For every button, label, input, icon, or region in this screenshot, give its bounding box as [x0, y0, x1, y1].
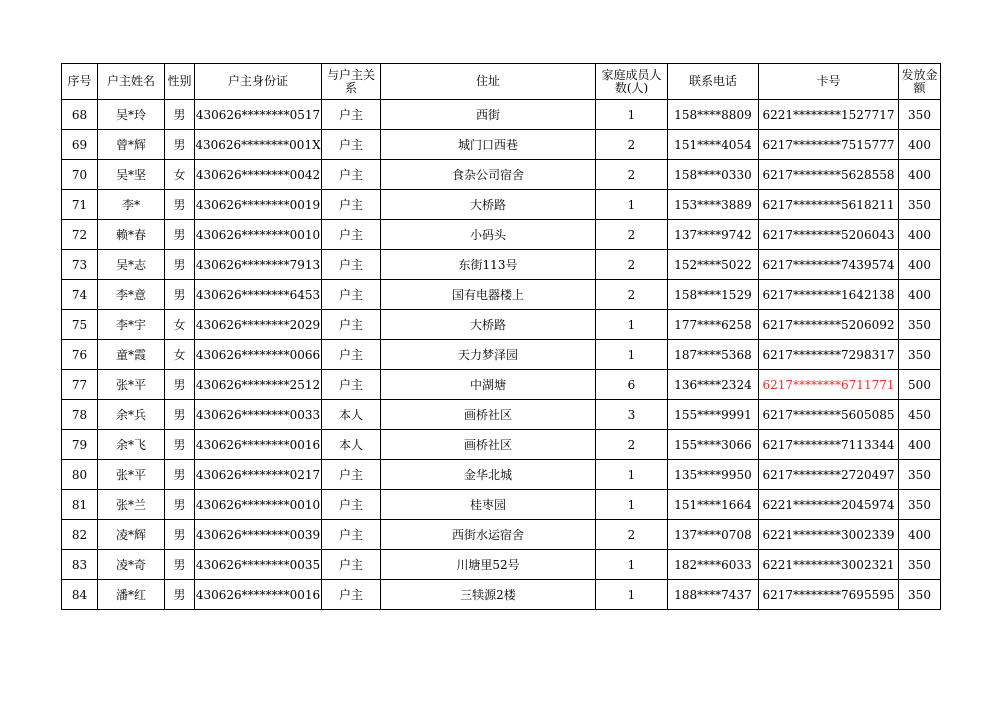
cell-amount: 400	[899, 220, 941, 250]
cell-index: 84	[62, 580, 98, 610]
header-phone: 联系电话	[668, 64, 759, 100]
cell-name: 张*平	[98, 370, 165, 400]
cell-family-size: 1	[596, 190, 668, 220]
cell-phone: 153****3889	[668, 190, 759, 220]
cell-amount: 350	[899, 190, 941, 220]
cell-gender: 女	[165, 340, 195, 370]
table-row	[62, 520, 941, 550]
cell-index: 72	[62, 220, 98, 250]
cell-amount: 350	[899, 490, 941, 520]
cell-family-size: 1	[596, 550, 668, 580]
cell-name: 吴*玲	[98, 100, 165, 130]
cell-gender: 男	[165, 370, 195, 400]
cell-amount: 400	[899, 430, 941, 460]
cell-index: 70	[62, 160, 98, 190]
cell-gender: 女	[165, 160, 195, 190]
cell-id-card: 430626********0042	[195, 160, 322, 190]
table-row	[62, 340, 941, 370]
cell-address: 中湖塘	[381, 370, 596, 400]
cell-index: 77	[62, 370, 98, 400]
cell-address: 大桥路	[381, 190, 596, 220]
cell-card-number: 6221********1527717	[759, 100, 899, 130]
cell-card-number: 6217********1642138	[759, 280, 899, 310]
cell-index: 82	[62, 520, 98, 550]
cell-phone: 151****1664	[668, 490, 759, 520]
table-row	[62, 280, 941, 310]
cell-phone: 188****7437	[668, 580, 759, 610]
cell-index: 75	[62, 310, 98, 340]
cell-index: 80	[62, 460, 98, 490]
cell-relation: 户主	[322, 100, 381, 130]
cell-address: 川塘里52号	[381, 550, 596, 580]
cell-id-card: 430626********6453	[195, 280, 322, 310]
cell-card-number: 6217********5618211	[759, 190, 899, 220]
cell-id-card: 430626********2512	[195, 370, 322, 400]
cell-index: 69	[62, 130, 98, 160]
cell-family-size: 1	[596, 580, 668, 610]
cell-gender: 女	[165, 310, 195, 340]
cell-card-number: 6217********5628558	[759, 160, 899, 190]
header-amount: 发放金额	[899, 64, 941, 100]
cell-id-card: 430626********0016	[195, 430, 322, 460]
cell-name: 凌*辉	[98, 520, 165, 550]
cell-card-number: 6217********7113344	[759, 430, 899, 460]
cell-id-card: 430626********0217	[195, 460, 322, 490]
table-row	[62, 490, 941, 520]
cell-index: 83	[62, 550, 98, 580]
cell-name: 张*平	[98, 460, 165, 490]
cell-amount: 450	[899, 400, 941, 430]
cell-relation: 户主	[322, 130, 381, 160]
cell-relation: 户主	[322, 190, 381, 220]
cell-name: 余*飞	[98, 430, 165, 460]
cell-phone: 158****8809	[668, 100, 759, 130]
cell-family-size: 3	[596, 400, 668, 430]
table-header-row	[62, 64, 941, 100]
cell-relation: 户主	[322, 280, 381, 310]
cell-index: 71	[62, 190, 98, 220]
cell-card-number: 6217********7439574	[759, 250, 899, 280]
cell-family-size: 1	[596, 100, 668, 130]
cell-family-size: 2	[596, 280, 668, 310]
table-row	[62, 370, 941, 400]
cell-phone: 155****9991	[668, 400, 759, 430]
cell-amount: 400	[899, 130, 941, 160]
header-id-card: 户主身份证	[195, 64, 322, 100]
cell-name: 余*兵	[98, 400, 165, 430]
cell-relation: 户主	[322, 160, 381, 190]
cell-amount: 350	[899, 460, 941, 490]
cell-phone: 137****9742	[668, 220, 759, 250]
cell-card-number: 6217********7515777	[759, 130, 899, 160]
cell-amount: 350	[899, 550, 941, 580]
cell-gender: 男	[165, 460, 195, 490]
subsidy-table	[61, 63, 941, 610]
cell-gender: 男	[165, 280, 195, 310]
cell-id-card: 430626********0010	[195, 490, 322, 520]
cell-phone: 187****5368	[668, 340, 759, 370]
cell-gender: 男	[165, 550, 195, 580]
cell-gender: 男	[165, 250, 195, 280]
cell-gender: 男	[165, 190, 195, 220]
cell-gender: 男	[165, 400, 195, 430]
cell-amount: 350	[899, 310, 941, 340]
cell-address: 画桥社区	[381, 400, 596, 430]
cell-card-number: 6217********5206043	[759, 220, 899, 250]
table-body	[62, 100, 941, 610]
table-row	[62, 430, 941, 460]
cell-phone: 182****6033	[668, 550, 759, 580]
cell-family-size: 6	[596, 370, 668, 400]
cell-amount: 400	[899, 160, 941, 190]
cell-amount: 350	[899, 100, 941, 130]
cell-phone: 137****0708	[668, 520, 759, 550]
header-family-size: 家庭成员人数(人)	[596, 64, 668, 100]
cell-address: 天力梦泽园	[381, 340, 596, 370]
cell-gender: 男	[165, 220, 195, 250]
cell-address: 城门口西巷	[381, 130, 596, 160]
cell-index: 73	[62, 250, 98, 280]
cell-relation: 户主	[322, 550, 381, 580]
header-address: 住址	[381, 64, 596, 100]
cell-card-number: 6217********7695595	[759, 580, 899, 610]
cell-card-number: 6221********3002321	[759, 550, 899, 580]
cell-name: 李*意	[98, 280, 165, 310]
cell-id-card: 430626********2029	[195, 310, 322, 340]
cell-phone: 158****0330	[668, 160, 759, 190]
cell-family-size: 1	[596, 460, 668, 490]
cell-amount: 400	[899, 250, 941, 280]
cell-id-card: 430626********0035	[195, 550, 322, 580]
cell-address: 桂枣园	[381, 490, 596, 520]
cell-name: 赖*春	[98, 220, 165, 250]
cell-id-card: 430626********001X	[195, 130, 322, 160]
cell-card-number: 6221********2045974	[759, 490, 899, 520]
cell-relation: 户主	[322, 310, 381, 340]
cell-phone: 155****3066	[668, 430, 759, 460]
cell-id-card: 430626********0517	[195, 100, 322, 130]
cell-card-number: 6217********7298317	[759, 340, 899, 370]
table-row	[62, 160, 941, 190]
cell-card-number: 6217********2720497	[759, 460, 899, 490]
cell-family-size: 2	[596, 250, 668, 280]
cell-gender: 男	[165, 100, 195, 130]
cell-relation: 户主	[322, 340, 381, 370]
cell-index: 68	[62, 100, 98, 130]
cell-name: 吴*志	[98, 250, 165, 280]
header-gender: 性别	[165, 64, 195, 100]
cell-id-card: 430626********7913	[195, 250, 322, 280]
cell-index: 74	[62, 280, 98, 310]
cell-id-card: 430626********0016	[195, 580, 322, 610]
cell-address: 东街113号	[381, 250, 596, 280]
header-card-number: 卡号	[759, 64, 899, 100]
cell-address: 三犊源2楼	[381, 580, 596, 610]
cell-gender: 男	[165, 490, 195, 520]
cell-id-card: 430626********0010	[195, 220, 322, 250]
cell-index: 76	[62, 340, 98, 370]
cell-relation: 户主	[322, 220, 381, 250]
cell-gender: 男	[165, 520, 195, 550]
cell-id-card: 430626********0033	[195, 400, 322, 430]
table-row	[62, 100, 941, 130]
cell-index: 78	[62, 400, 98, 430]
cell-family-size: 1	[596, 490, 668, 520]
cell-name: 吴*坚	[98, 160, 165, 190]
cell-address: 西街	[381, 100, 596, 130]
cell-relation: 户主	[322, 580, 381, 610]
cell-gender: 男	[165, 580, 195, 610]
cell-phone: 136****2324	[668, 370, 759, 400]
header-name: 户主姓名	[98, 64, 165, 100]
table-row	[62, 310, 941, 340]
cell-address: 金华北城	[381, 460, 596, 490]
cell-index: 79	[62, 430, 98, 460]
table-row	[62, 250, 941, 280]
table-row	[62, 460, 941, 490]
cell-family-size: 2	[596, 520, 668, 550]
cell-name: 曾*辉	[98, 130, 165, 160]
cell-phone: 152****5022	[668, 250, 759, 280]
cell-amount: 500	[899, 370, 941, 400]
cell-relation: 本人	[322, 400, 381, 430]
cell-card-number: 6217********5605085	[759, 400, 899, 430]
cell-address: 国有电器楼上	[381, 280, 596, 310]
cell-name: 李*宇	[98, 310, 165, 340]
cell-family-size: 1	[596, 310, 668, 340]
table-row	[62, 580, 941, 610]
cell-name: 潘*红	[98, 580, 165, 610]
table-row	[62, 130, 941, 160]
cell-family-size: 2	[596, 130, 668, 160]
header-relation: 与户主关系	[322, 64, 381, 100]
cell-gender: 男	[165, 430, 195, 460]
cell-card-number: 6217********5206092	[759, 310, 899, 340]
cell-family-size: 2	[596, 430, 668, 460]
cell-family-size: 2	[596, 220, 668, 250]
cell-relation: 户主	[322, 370, 381, 400]
table-row	[62, 220, 941, 250]
table-row	[62, 400, 941, 430]
cell-address: 小码头	[381, 220, 596, 250]
cell-relation: 本人	[322, 430, 381, 460]
cell-family-size: 1	[596, 340, 668, 370]
table-row	[62, 550, 941, 580]
cell-phone: 151****4054	[668, 130, 759, 160]
cell-gender: 男	[165, 130, 195, 160]
cell-card-number: 6221********3002339	[759, 520, 899, 550]
cell-id-card: 430626********0019	[195, 190, 322, 220]
cell-id-card: 430626********0066	[195, 340, 322, 370]
cell-id-card: 430626********0039	[195, 520, 322, 550]
cell-name: 凌*奇	[98, 550, 165, 580]
cell-amount: 400	[899, 280, 941, 310]
cell-phone: 177****6258	[668, 310, 759, 340]
spreadsheet-page	[61, 63, 941, 610]
cell-phone: 135****9950	[668, 460, 759, 490]
cell-name: 童*霞	[98, 340, 165, 370]
cell-relation: 户主	[322, 460, 381, 490]
cell-address: 食杂公司宿舍	[381, 160, 596, 190]
cell-card-number: 6217********6711771	[759, 370, 899, 400]
cell-address: 西街水运宿舍	[381, 520, 596, 550]
cell-relation: 户主	[322, 490, 381, 520]
cell-relation: 户主	[322, 520, 381, 550]
cell-amount: 350	[899, 340, 941, 370]
header-index: 序号	[62, 64, 98, 100]
cell-address: 画桥社区	[381, 430, 596, 460]
cell-relation: 户主	[322, 250, 381, 280]
cell-name: 张*兰	[98, 490, 165, 520]
cell-index: 81	[62, 490, 98, 520]
cell-name: 李*	[98, 190, 165, 220]
cell-amount: 350	[899, 580, 941, 610]
cell-address: 大桥路	[381, 310, 596, 340]
table-row	[62, 190, 941, 220]
cell-phone: 158****1529	[668, 280, 759, 310]
cell-family-size: 2	[596, 160, 668, 190]
cell-amount: 400	[899, 520, 941, 550]
